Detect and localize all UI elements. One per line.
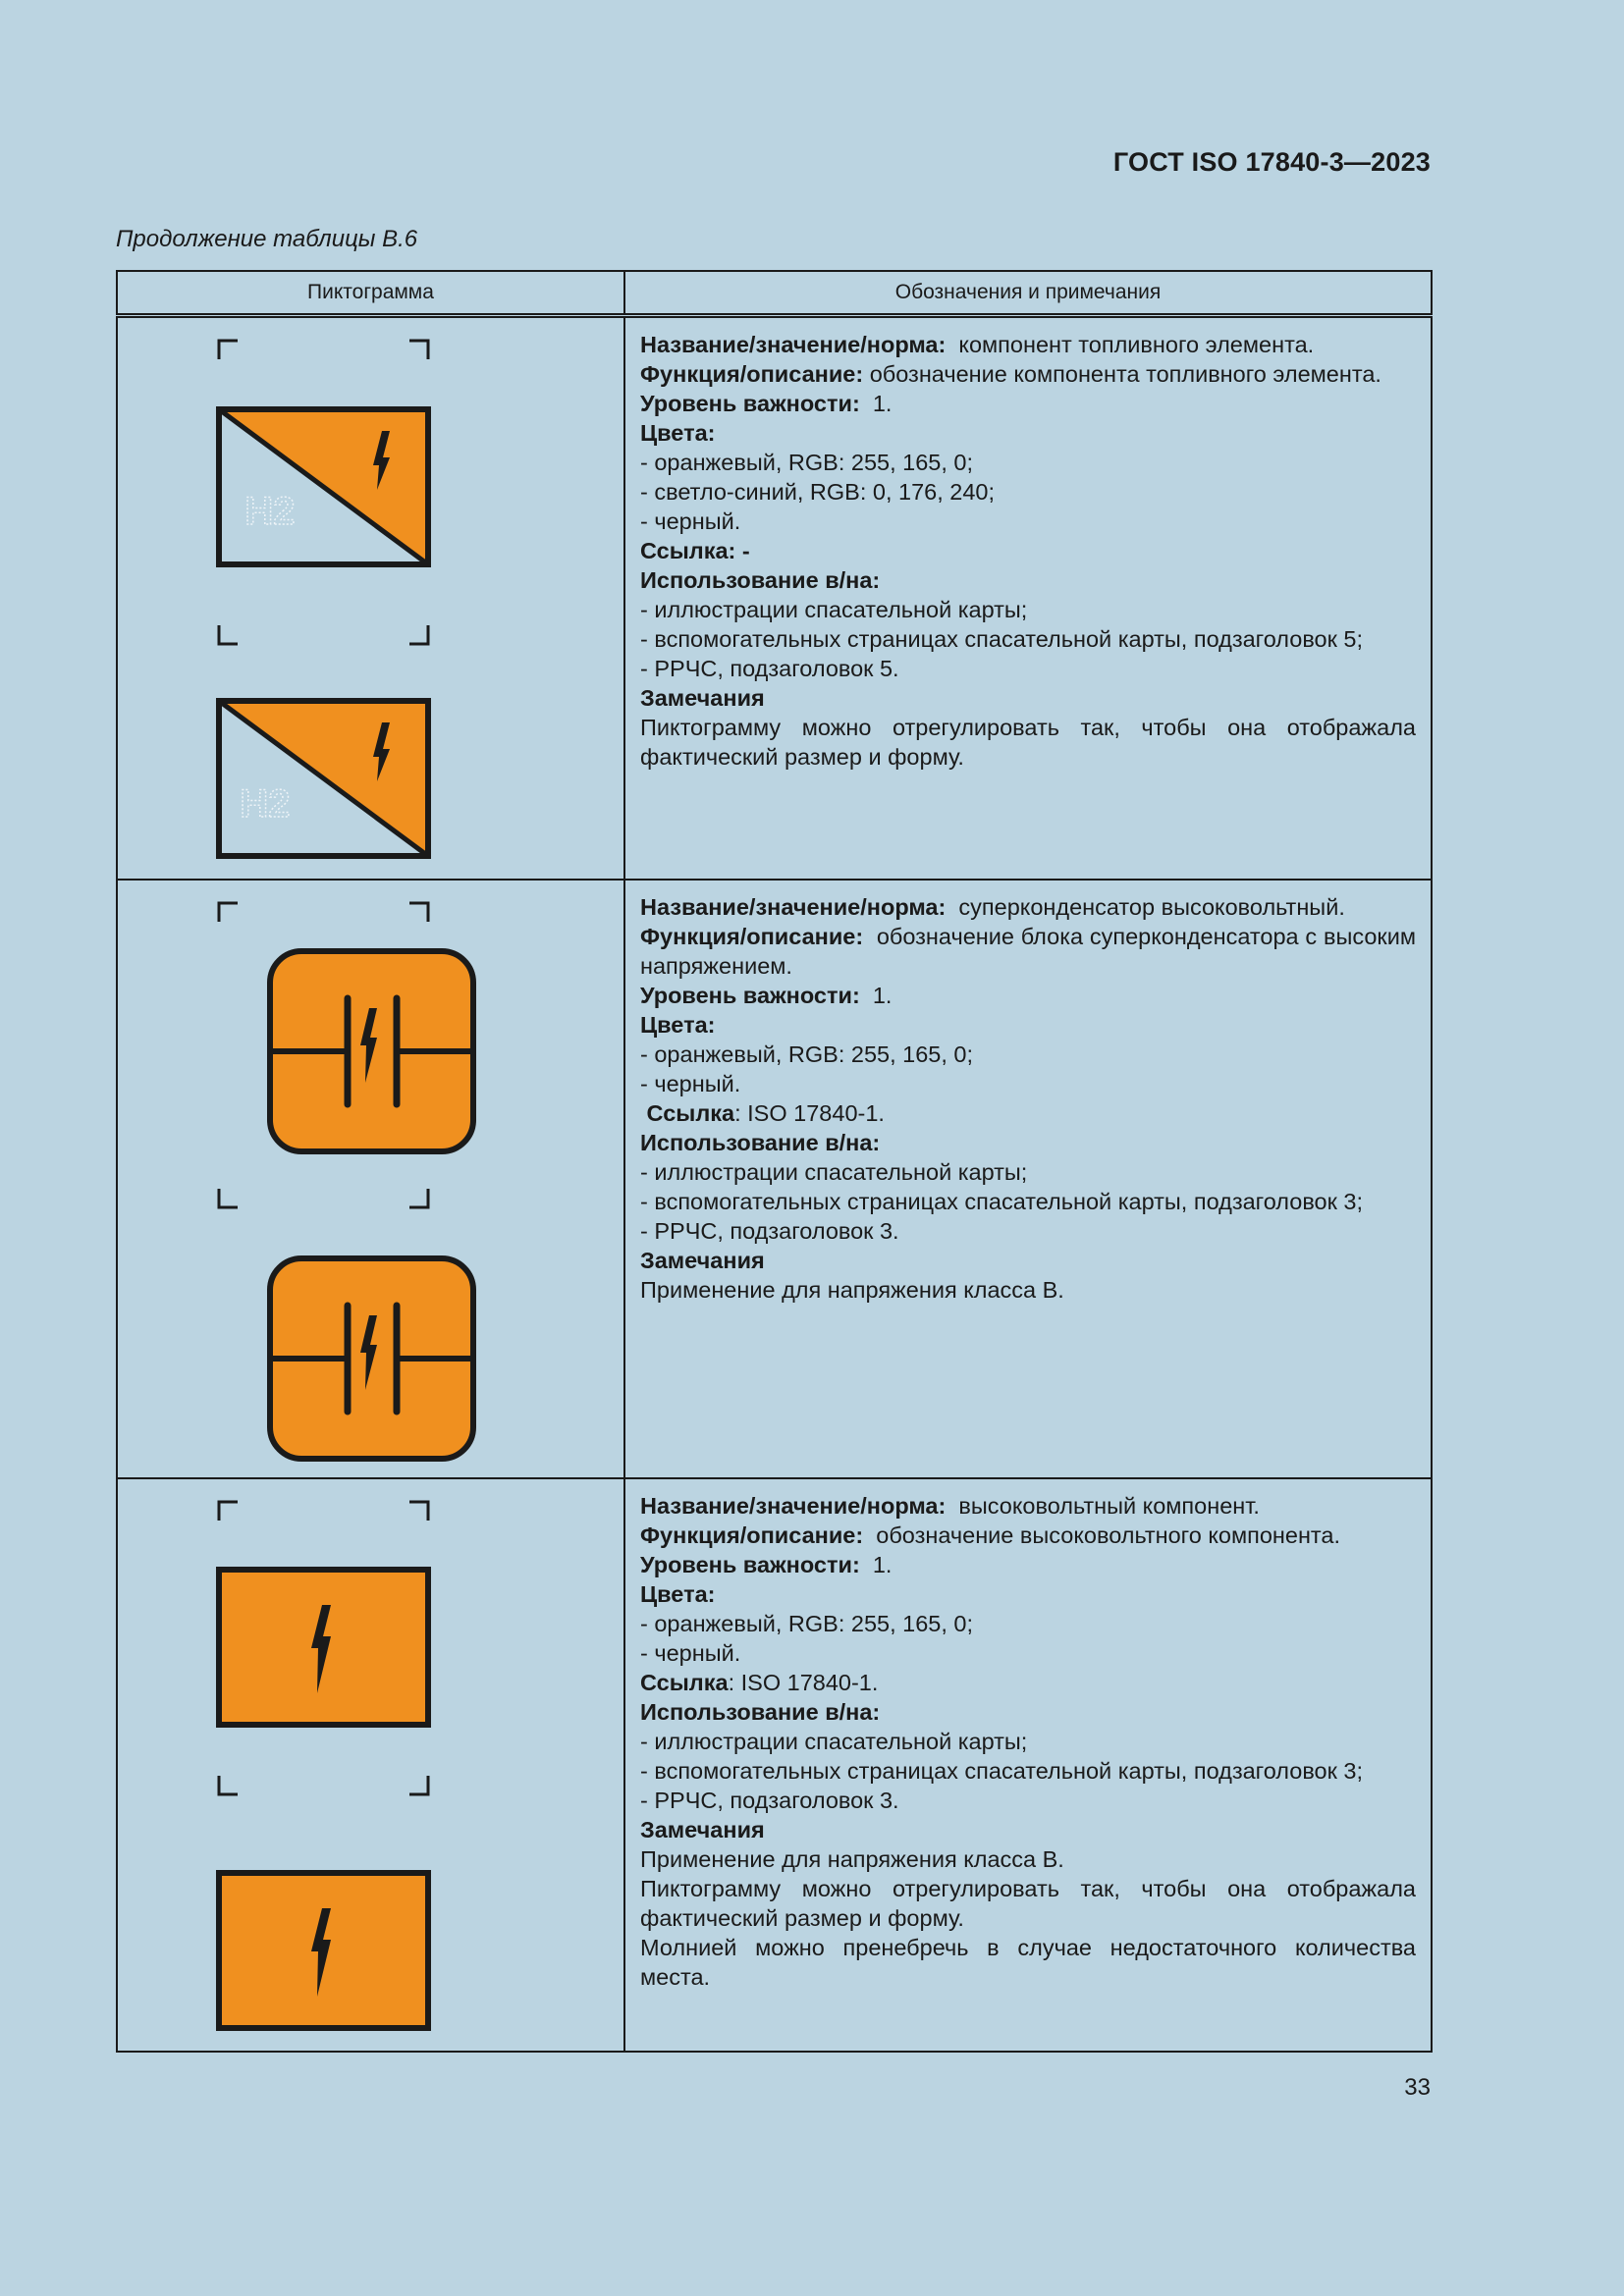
- document-code: ГОСТ ISO 17840-3—2023: [1112, 147, 1431, 177]
- remark-item: Пиктограмму можно отрегулировать так, чтобы она отображала фактический размер и форму.: [640, 1876, 1416, 1931]
- color-item: - светло-синий, RGB: 0, 176, 240;: [640, 479, 996, 505]
- column-header-notes: Обозначения и примечания: [624, 271, 1432, 316]
- function-value: обозначение компонента топливного элемента.: [869, 361, 1381, 387]
- function-value: обозначение высоковольтного компонента.: [876, 1522, 1341, 1548]
- pictogram-table: [116, 270, 1433, 2053]
- color-item: - черный.: [640, 1640, 741, 1666]
- name-value: высоковольтный компонент.: [958, 1493, 1260, 1519]
- importance-value: 1.: [872, 983, 893, 1008]
- usage-item: - вспомогательных страницах спасательной карты, подзаголовок 3;: [640, 1189, 1364, 1214]
- remark-item: Применение для напряжения класса В.: [640, 1846, 1064, 1872]
- function-label: Функция/описание:: [640, 924, 864, 949]
- importance-value: 1.: [872, 391, 893, 416]
- table-row: [117, 1478, 1432, 2052]
- reference-label: Ссылка: [646, 1100, 735, 1126]
- color-item: - черный.: [640, 1071, 741, 1096]
- notes-cell: [624, 880, 1432, 1478]
- remarks-label: Замечания: [640, 1817, 765, 1842]
- svg-text:H2: H2: [244, 490, 296, 533]
- pictogram-cell: [117, 1478, 624, 2052]
- fuel-cell-symbol-large: [219, 409, 428, 564]
- remarks-label: Замечания: [640, 1248, 765, 1273]
- pictogram-cell: [117, 880, 624, 1478]
- remark-item: Молнией можно пренебречь в случае недостаточного количества места.: [640, 1935, 1416, 1990]
- usage-label: Использование в/на:: [640, 1699, 881, 1725]
- supercapacitor-symbol-large: [270, 951, 473, 1151]
- name-value: суперконденсатор высоковольтный.: [958, 894, 1345, 920]
- svg-text:H2: H2: [240, 782, 291, 826]
- name-label: Название/значение/норма:: [640, 332, 947, 357]
- table-caption: Продолжение таблицы В.6: [116, 226, 418, 252]
- table-header-row: [117, 271, 1432, 316]
- remarks-label: Замечания: [640, 685, 765, 711]
- column-header-pictogram: Пиктограмма: [117, 271, 624, 316]
- color-item: - оранжевый, RGB: 255, 165, 0;: [640, 1041, 974, 1067]
- name-value: компонент топливного элемента.: [958, 332, 1315, 357]
- color-item: - оранжевый, RGB: 255, 165, 0;: [640, 1611, 974, 1636]
- name-label: Название/значение/норма:: [640, 1493, 947, 1519]
- usage-item: - иллюстрации спасательной карты;: [640, 1159, 1028, 1185]
- function-value: обозначение блока суперконденсатора с высоким напряжением.: [640, 924, 1416, 979]
- fuel-cell-component-icon: [118, 318, 625, 879]
- reference-label: Ссылка: [640, 1670, 729, 1695]
- notes-cell: [624, 316, 1432, 881]
- table-row: [117, 316, 1432, 881]
- importance-label: Уровень важности:: [640, 391, 860, 416]
- colors-label: Цвета:: [640, 1012, 716, 1038]
- importance-value: 1.: [872, 1552, 893, 1577]
- high-voltage-symbol-large: [219, 1570, 428, 1725]
- supercapacitor-icon: [118, 881, 625, 1477]
- usage-item: - иллюстрации спасательной карты;: [640, 597, 1028, 622]
- function-label: Функция/описание:: [640, 1522, 864, 1548]
- fuel-cell-symbol-small: [219, 701, 428, 856]
- pictogram-cell: [117, 316, 624, 881]
- name-label: Название/значение/норма:: [640, 894, 947, 920]
- remark-item: Пиктограмму можно отрегулировать так, чтобы она отображала фактический размер и форму.: [640, 715, 1416, 770]
- reference-value: : ISO 17840-1.: [734, 1100, 885, 1126]
- reference-label: Ссылка:: [640, 538, 736, 563]
- colors-label: Цвета:: [640, 1581, 716, 1607]
- usage-item: - иллюстрации спасательной карты;: [640, 1729, 1028, 1754]
- reference-value: -: [741, 538, 750, 563]
- table-row: [117, 880, 1432, 1478]
- remark-item: Применение для напряжения класса В.: [640, 1277, 1064, 1303]
- colors-label: Цвета:: [640, 420, 716, 446]
- color-item: - оранжевый, RGB: 255, 165, 0;: [640, 450, 974, 475]
- notes-cell: [624, 1478, 1432, 2052]
- usage-item: - РРЧС, подзаголовок 3.: [640, 1218, 899, 1244]
- usage-item: - РРЧС, подзаголовок 3.: [640, 1788, 899, 1813]
- page-number: 33: [1404, 2074, 1431, 2101]
- high-voltage-component-icon: [118, 1479, 625, 2051]
- importance-label: Уровень важности:: [640, 983, 860, 1008]
- importance-label: Уровень важности:: [640, 1552, 860, 1577]
- reference-value: : ISO 17840-1.: [728, 1670, 879, 1695]
- usage-item: - РРЧС, подзаголовок 5.: [640, 656, 899, 681]
- supercapacitor-symbol-small: [270, 1258, 473, 1459]
- high-voltage-symbol-small: [219, 1873, 428, 2028]
- usage-label: Использование в/на:: [640, 1130, 881, 1155]
- function-label: Функция/описание:: [640, 361, 864, 387]
- usage-label: Использование в/на:: [640, 567, 881, 593]
- usage-item: - вспомогательных страницах спасательной карты, подзаголовок 5;: [640, 626, 1364, 652]
- color-item: - черный.: [640, 508, 741, 534]
- usage-item: - вспомогательных страницах спасательной карты, подзаголовок 3;: [640, 1758, 1364, 1784]
